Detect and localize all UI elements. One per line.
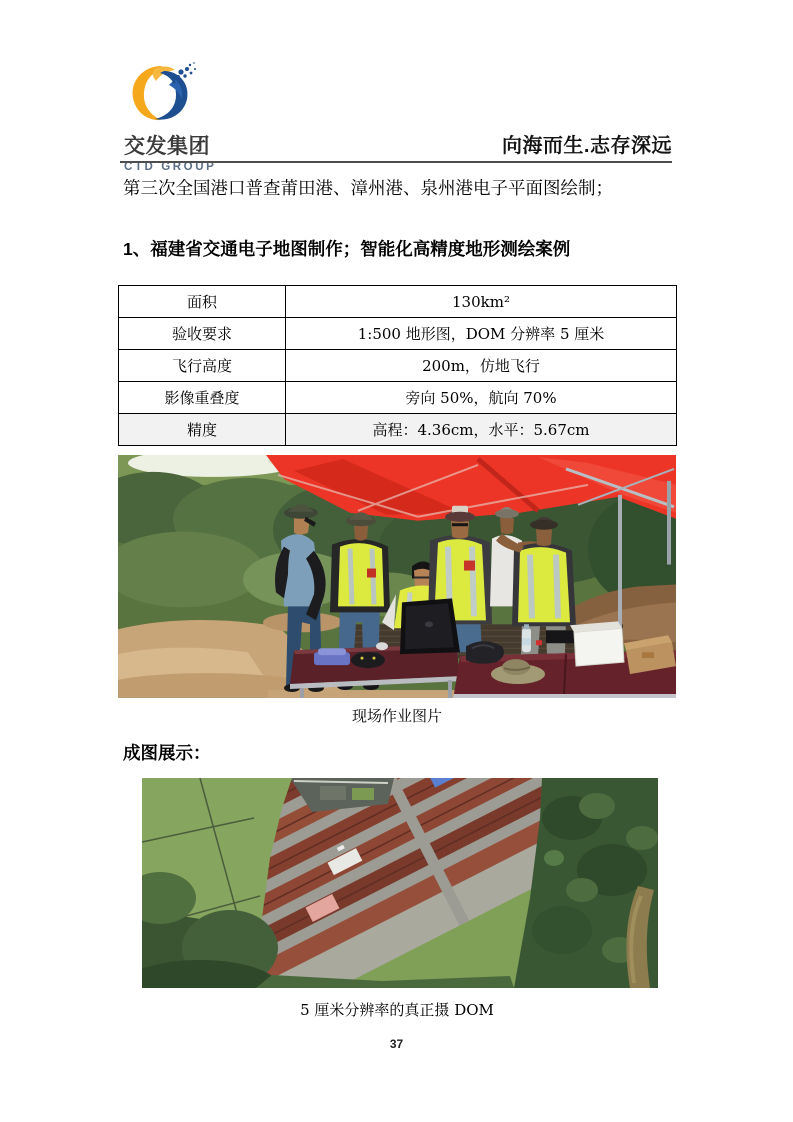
aerial-dom-photo bbox=[142, 778, 658, 988]
logo-english-name: CTD GROUP bbox=[124, 161, 217, 174]
spec-value: 旁向 50%，航向 70% bbox=[286, 382, 677, 414]
aerial-dom-illustration bbox=[142, 778, 658, 988]
table-row bbox=[119, 318, 677, 350]
field-photo-illustration bbox=[118, 455, 676, 698]
table-row bbox=[119, 286, 677, 318]
spec-value: 1:500 地形图，DOM 分辨率 5 厘米 bbox=[286, 318, 677, 350]
spec-label: 精度 bbox=[119, 414, 286, 446]
spec-label: 验收要求 bbox=[119, 318, 286, 350]
spec-label: 飞行高度 bbox=[119, 350, 286, 382]
spec-label: 面积 bbox=[119, 286, 286, 318]
table-row bbox=[119, 350, 677, 382]
header-rule-line bbox=[120, 161, 672, 163]
field-work-photo bbox=[118, 455, 676, 698]
result-heading: 成图展示： bbox=[123, 743, 211, 763]
ctd-swirl-icon-svg bbox=[124, 58, 200, 136]
spec-value: 130km² bbox=[286, 286, 677, 318]
spec-table bbox=[118, 285, 677, 446]
logo-chinese-name: 交发集团 bbox=[124, 135, 210, 158]
ctd-swirl-icon bbox=[124, 58, 254, 136]
table-row bbox=[119, 382, 677, 414]
ctd-group-logo bbox=[124, 58, 254, 173]
page-number: 37 bbox=[389, 1037, 404, 1051]
header-slogan: 向海而生.志存深远 bbox=[501, 135, 672, 157]
dom-photo-caption: 5 厘米分辨率的真正摄 DOM bbox=[300, 1001, 494, 1019]
spec-value: 200m，仿地飞行 bbox=[286, 350, 677, 382]
case-heading: 1、福建省交通电子地图制作；智能化高精度地形测绘案例 bbox=[123, 239, 571, 259]
field-photo-caption: 现场作业图片 bbox=[351, 707, 442, 725]
table-row bbox=[119, 414, 677, 446]
spec-label: 影像重叠度 bbox=[119, 382, 286, 414]
intro-paragraph: 第三次全国港口普查莆田港、漳州港、泉州港电子平面图绘制； bbox=[123, 179, 613, 199]
spec-value: 高程：4.36cm，水平：5.67cm bbox=[286, 414, 677, 446]
